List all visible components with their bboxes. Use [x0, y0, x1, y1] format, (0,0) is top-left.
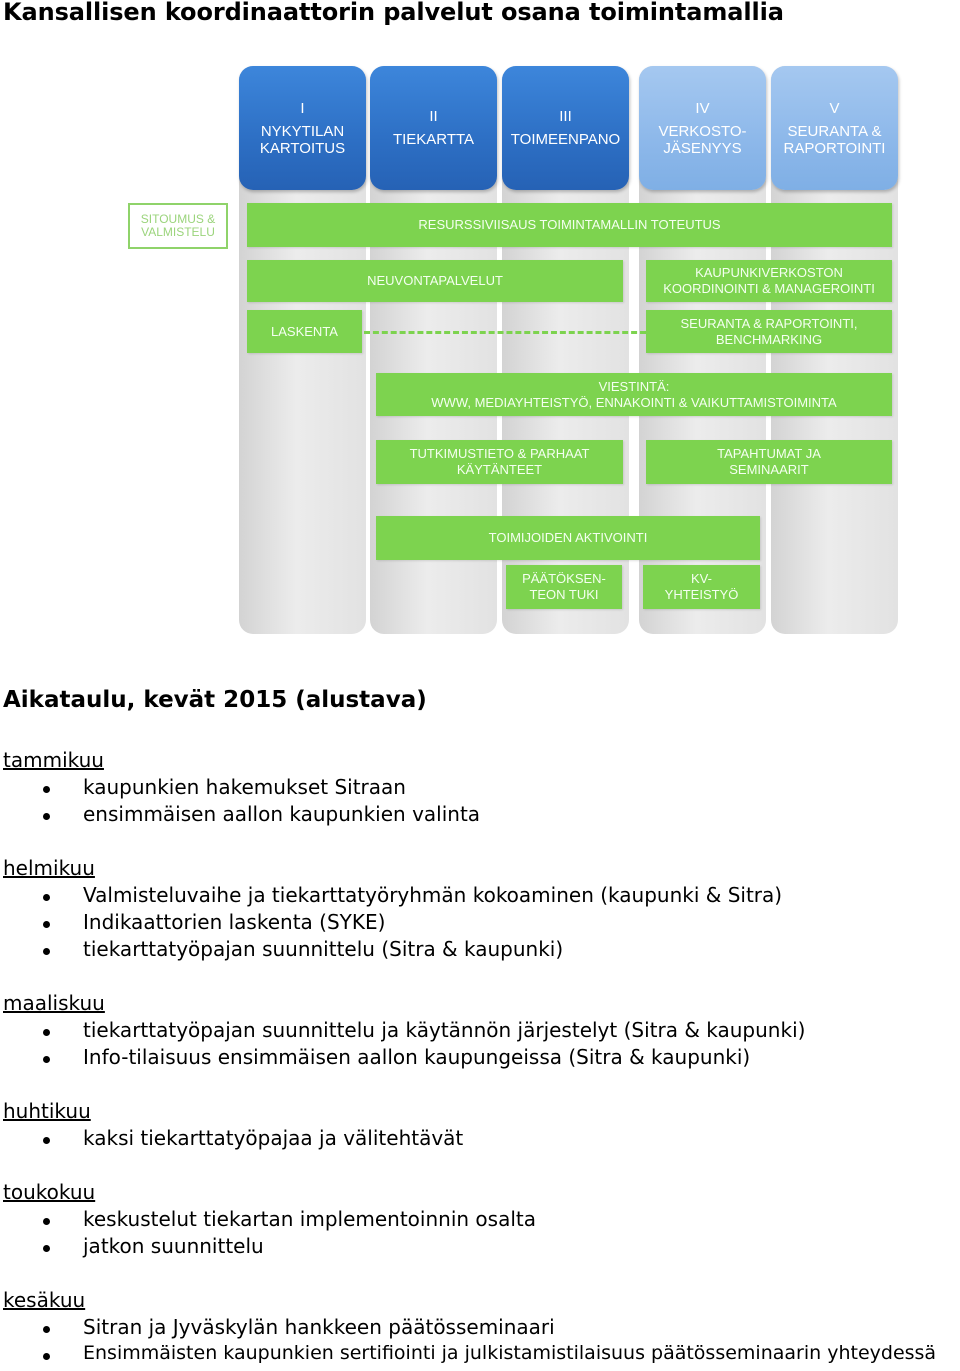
list-item: [83, 1315, 555, 1339]
month-kesakuu: kesäkuu: [3, 1288, 86, 1312]
item-text: Indikaattorien laskenta (SYKE): [83, 910, 386, 934]
phase-name: SEURANTA & RAPORTOINTI: [783, 122, 886, 157]
tapahtumat-box: TAPAHTUMAT JA SEMINAARIT: [646, 440, 892, 484]
phase-number: II: [429, 108, 438, 125]
phase-number: III: [559, 108, 572, 125]
phase-name: TIEKARTTA: [392, 131, 475, 148]
phase-name: TOIMEENPANO: [510, 131, 621, 148]
item-text: tiekarttatyöpajan suunnittelu (Sitra & kaupunki): [83, 937, 564, 961]
bullet: [43, 1353, 50, 1360]
kaupunkiverkosto-box: KAUPUNKIVERKOSTON KOORDINOINTI & MANAGEROINTI: [646, 260, 892, 302]
bullet: [43, 1218, 50, 1225]
phase-header-2: [370, 66, 497, 190]
bullet: [43, 786, 50, 793]
list-item: [83, 883, 782, 907]
bullet: [43, 1029, 50, 1036]
toimijoiden-aktivointi-box: TOIMIJOIDEN AKTIVOINTI: [376, 516, 760, 560]
month-toukokuu: toukokuu: [3, 1180, 96, 1204]
list-item: [83, 1234, 264, 1258]
item-text: kaupunkien hakemukset Sitraan: [83, 775, 406, 799]
list-item: [83, 910, 385, 934]
list-item: [83, 1126, 463, 1150]
month-maaliskuu: maaliskuu: [3, 991, 105, 1015]
list-item: [83, 1207, 536, 1231]
bullet: [43, 1326, 50, 1333]
list-item: [83, 775, 406, 799]
month-helmikuu: helmikuu: [3, 856, 95, 880]
phase-number: IV: [695, 99, 710, 117]
phase-header-3: [502, 66, 629, 190]
list-item: [83, 1018, 805, 1042]
phase-number: V: [829, 99, 840, 117]
phase-name: VERKOSTO- JÄSENYYS: [658, 122, 747, 157]
bullet: [43, 1137, 50, 1144]
sitoumus-box: SITOUMUS & VALMISTELU: [128, 203, 228, 249]
phase-header-5: [771, 66, 898, 190]
list-item: [83, 937, 563, 961]
item-text: Valmisteluvaihe ja tiekarttatyöryhmän kokoaminen (kaupunki & Sitra): [83, 883, 783, 907]
bullet: [43, 1245, 50, 1252]
item-text: kaksi tiekarttatyöpajaa ja välitehtävät: [83, 1126, 464, 1150]
list-item: [83, 802, 480, 826]
phase-name: NYKYTILAN KARTOITUS: [259, 122, 346, 157]
item-text: keskustelut tiekartan implementoinnin osalta: [83, 1207, 536, 1231]
tutkimustieto-box: TUTKIMUSTIETO & PARHAAT KÄYTÄNTEET: [376, 440, 623, 484]
item-text: ensimmäisen aallon kaupunkien valinta: [83, 802, 481, 826]
item-text: Sitran ja Jyväskylän hankkeen päätösseminaari: [83, 1315, 555, 1339]
bullet: [43, 921, 50, 928]
dashed-connector: [364, 331, 646, 334]
bullet: [43, 894, 50, 901]
kv-yhteistyo-box: KV- YHTEISTYÖ: [643, 565, 760, 609]
bullet: [43, 948, 50, 955]
item-text: tiekarttatyöpajan suunnittelu ja käytännön järjestelyt (Sitra & kaupunki): [83, 1018, 806, 1042]
month-tammikuu: tammikuu: [3, 748, 104, 772]
month-huhtikuu: huhtikuu: [3, 1099, 91, 1123]
laskenta-box: LASKENTA: [247, 310, 362, 353]
bullet: [43, 813, 50, 820]
item-text: jatkon suunnittelu: [83, 1234, 264, 1258]
resurssiviisaus-bar: RESURSSIVIISAUS TOIMINTAMALLIN TOTEUTUS: [247, 203, 892, 247]
page-title: Kansallisen koordinaattorin palvelut osana toimintamallia: [3, 0, 784, 26]
neuvontapalvelut-box: NEUVONTAPALVELUT: [247, 260, 623, 302]
list-item: [83, 1045, 750, 1069]
phase-number: I: [300, 99, 305, 117]
paatoksenteon-tuki-box: PÄÄTÖKSEN- TEON TUKI: [506, 565, 622, 609]
list-item: [83, 1342, 936, 1364]
item-text: Ensimmäisten kaupunkien sertifiointi ja julkistamistilaisuus päätösseminaarin yhteydessä: [83, 1342, 937, 1364]
seuranta-box: SEURANTA & RAPORTOINTI, BENCHMARKING: [646, 310, 892, 353]
phase-header-4: [639, 66, 766, 190]
schedule-heading: Aikataulu, kevät 2015 (alustava): [3, 687, 427, 713]
phase-header-1: [239, 66, 366, 190]
bullet: [43, 1056, 50, 1063]
viestinta-box: VIESTINTÄ: WWW, MEDIAYHTEISTYÖ, ENNAKOINTI & VAIKUTTAMISTOIMINTA: [376, 373, 892, 416]
operating-model-diagram: [0, 0, 960, 650]
item-text: Info-tilaisuus ensimmäisen aallon kaupungeissa (Sitra & kaupunki): [83, 1045, 751, 1069]
